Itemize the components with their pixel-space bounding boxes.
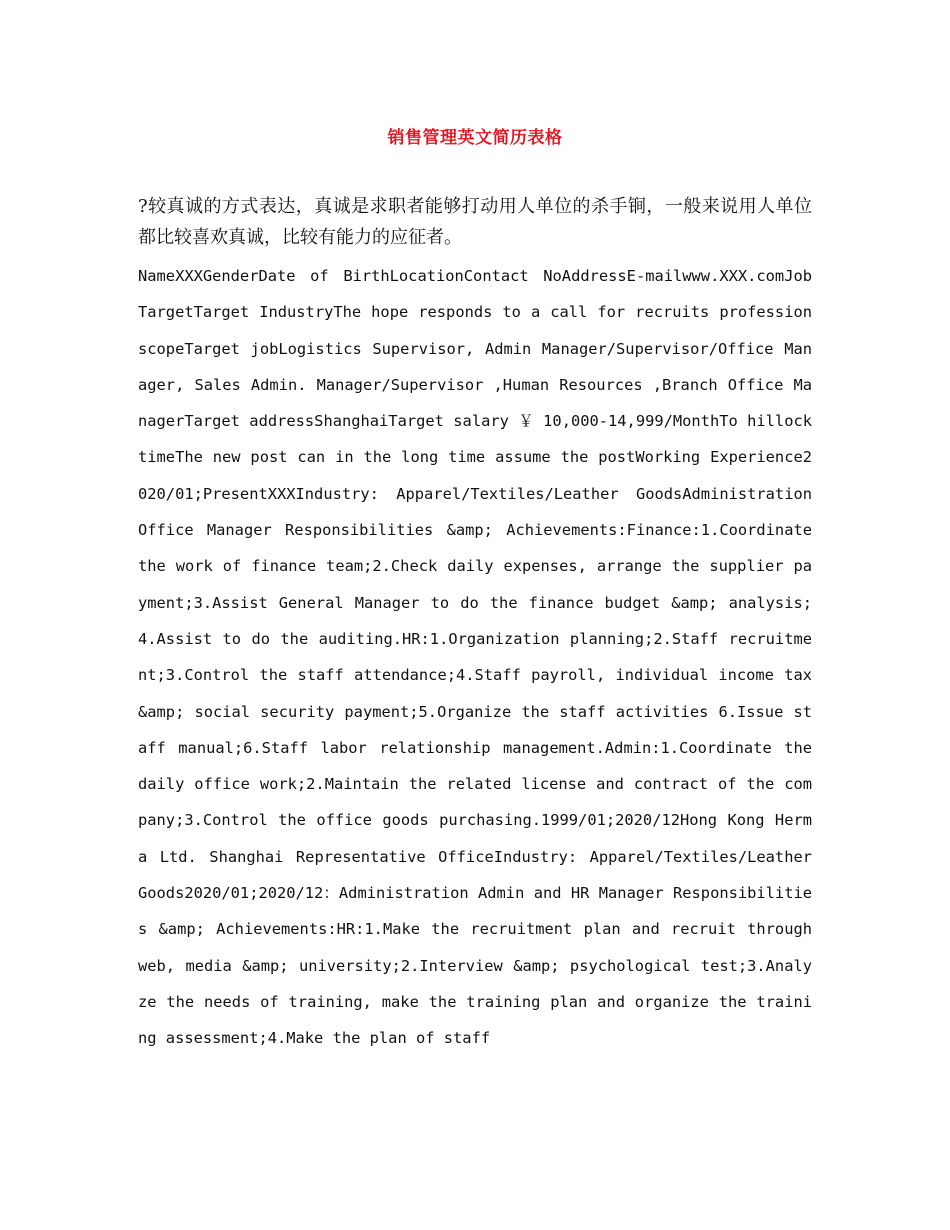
resume-body-text: NameXXXGenderDate of BirthLocationContact NoAddressE-mailwww.XXX.comJob TargetTarget IndustryThe hope responds to a call for recruits profession scopeTarget jobLogistics Supervisor, Admin Manager/Supervisor/Office Manager, Sales Admin. Manager/Supervisor ,Human Resources ,Branch Office ManagerTarget addressShanghaiTarget salary ￥ 10,000-14,999/MonthTo hillock timeThe new post can in the long time assume the postWorking Experience2020/01;PresentXXXIndustry: Apparel/Textiles/Leather GoodsAdministration Office Manager Responsibilities &amp; Achievements:Finance:1.Coordinate the work of finance team;2.Check daily expenses, arrange the supplier payment;3.Assist General Manager to do the finance budget &amp; analysis;4.Assist to do the auditing.HR:1.Organization planning;2.Staff recruitment;3.Control the staff attendance;4.Staff payroll, individual income tax &amp; social security payment;5.Organize the staff activities 6.Issue staff manual;6.Staff labor relationship management.Admin:1.Coordinate the daily office work;2.Maintain the related license and contract of the company;3.Control the office goods purchasing.1999/01;2020/12Hong Kong Herma Ltd. Shanghai Representative OfficeIndustry: Apparel/Textiles/Leather Goods2020/01;2020/12：Administration Admin and HR Manager Responsibilities &amp; Achievements:HR:1.Make the recruitment plan and recruit through web, media &amp; university;2.Interview &amp; psychological test;3.Analyze the needs of training, make the training plan and organize the training assessment;4.Make the plan of staff xyxy=(138,267,812,1048)
document-title: 销售管理英文简历表格 xyxy=(387,128,563,148)
intro-paragraph: ?较真诚的方式表达，真诚是求职者能够打动用人单位的杀手锏，一般来说用人单位都比较喜欢真诚，比较有能力的应征者。 xyxy=(138,196,812,248)
